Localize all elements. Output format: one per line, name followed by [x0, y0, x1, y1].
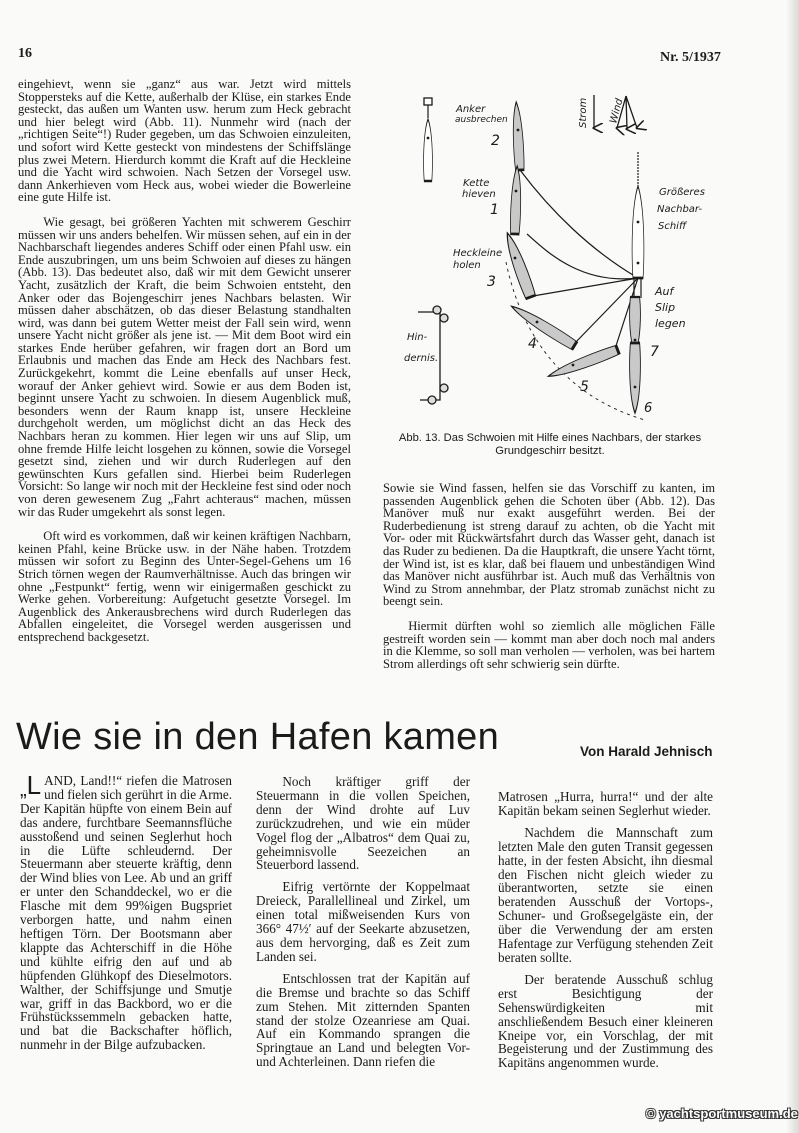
rope [527, 234, 638, 279]
label-groesseres: Größeres [659, 187, 705, 198]
boat-1 [510, 166, 522, 234]
anchor-icon [424, 98, 432, 105]
label-slip: Slip [655, 301, 676, 314]
paragraph: Entschlossen trat der Kapitän auf die Bremse und brachte so das Schiff zum Stehen. Mit zitternden Spanten stand der stolze Ozeanriese am Quai. Auf ein Kommando sprangen die Springtaue an Land und belegten Vor- und Achterleinen. Dann riefen die [256, 970, 470, 1070]
paragraph [20, 770, 233, 1053]
boat-4 [509, 302, 577, 350]
label-4: 4 [528, 336, 537, 352]
story-column-2 [256, 775, 470, 1077]
paragraph: Eifrig vertörnte der Koppelmaat Dreieck, Parallellineal und Zirkel, um einen total mißweisenden Kurs von 366° 47½′ auf der Seekarte abzusetzen, aus dem hervorging, daß es Zeit zum Landen sei. [256, 879, 470, 964]
rope [533, 278, 638, 296]
drop-quote: „ [20, 779, 27, 801]
article-title: Wie sie in den Hafen kamen [16, 716, 500, 758]
label-2: 2 [491, 133, 500, 149]
label-1: 1 [490, 202, 499, 218]
paragraph: Der beratende Ausschuß schlug erst Besichtigung der Sehenswürdigkeiten mit anschließendem Besuch einer kleineren Kneipe vor, ein Vorschlag, der mit Begeisterung und der Zustimmung des Kapitäns angenommen wurde. [498, 971, 713, 1071]
boat-6 [630, 343, 641, 413]
label-7: 7 [650, 344, 659, 360]
figure-caption: Abb. 13. Das Schwoien mit Hilfe eines Nachbars, der starkes Grundgeschirr besitzt. [398, 432, 702, 457]
paragraph: Noch kräftiger griff der Steuermann in die vollen Speichen, denn der Wind drohte auf Luv zurückzudrehen, und wie ein müder Vogel flog der „Albatros“ dem Quai zu, geheimnisvolle Seezeichen an Steuerbord lassend. [256, 774, 470, 873]
article-right-column [383, 482, 715, 682]
label-holen: holen [453, 260, 481, 271]
drop-cap [20, 770, 42, 801]
issue-number: Nr. 5/1937 [660, 50, 721, 65]
label-nachbar: Nachbar- [657, 204, 703, 215]
boat-5 [547, 345, 620, 382]
label-strom: Strom [578, 97, 589, 128]
paragraph: Nachdem die Mannschaft zum letzten Male den guten Transit gegessen hatte, in der festen Absicht, ihn diesmal den Fischen nicht gleich wieder zu überantworten, setzte sie einen beratenden Ausschuß der Vortops-, Schuner- und Großsegelgäste ein, der über die Verwendung der am ersten Hafentage zur Verfügung stehenden Zeit beraten sollte. [498, 824, 713, 965]
rope [520, 170, 638, 278]
story-column-1 [20, 770, 233, 1060]
label-auf: Auf [655, 285, 674, 298]
label-3: 3 [487, 274, 496, 290]
label-hin: Hin- [407, 332, 428, 343]
paragraph: eingehievt, wenn sie „ganz“ aus war. Jetzt wird mittels Stoppersteks auf die Kette, außerhalb der Klüse, ein starkes Ende gesteckt, das außen um Wanten usw. herum zum Heck gebracht und hier belegt wird (Abb. 11). Nunmehr wird (nach der „richtigen Seite“!) Ruder gegeben, um das Schwoien einzuleiten, und sofort wird Kette gesteckt von mindestens der Schiffslänge plus zwei Metern. Hierdurch kommt die Kraft auf die Heckleine und die Yacht wird schwoien. Nach Setzen der Vorsegel usw. dann Ankerhieven vom Heck aus, wobei wieder die Bowerleine eine gute Hilfe ist. [18, 77, 351, 205]
label-dernis: dernis. [404, 353, 439, 364]
story-column-3 [498, 790, 713, 1078]
label-ausbrechen: ausbrechen [455, 115, 508, 125]
label-6: 6 [644, 401, 653, 416]
paragraph: Oft wird es vorkommen, daß wir keinen kräftigen Nachbarn, keinen Pfahl, keine Brücke usw. in der Nähe haben. Trotzdem müssen wir sofort zu Beginn des Unter-Segel-Gehens um 16 Strich törnen wegen der Raumverhältnisse. Auch das bringen wir ohne „Festpunkt“ fertig, wenn wir einigermaßen geschickt zu Werke gehen. Vorbereitung: Aufgetucht gesetzte Vorsegel. Im Augenblick des Ankerausbrechens wird durch Ruderlegen das Abfallen eingeleitet, die Vorsegel werden ausgerissen und entsprechend backgesetzt. [18, 529, 351, 644]
label-hieven: hieven [462, 189, 496, 200]
boat-2 [511, 102, 524, 170]
boat-3 [502, 231, 536, 299]
article-byline: Von Harald Jehnisch [580, 744, 713, 759]
boat-start [424, 119, 433, 181]
paragraph: Hiermit dürften wohl so ziemlich alle möglichen Fälle gestreift worden sein — kommt man aber doch noch mal anders in die Klemme, so soll man verholen — verholen, was bei hartem Strom allerdings oft sehr schwierig sein dürfte. [383, 618, 715, 671]
paragraph: Sowie sie Wind fassen, helfen sie das Vorschiff zu kanten, im passenden Augenblick gehen die Schoten über (Abb. 12). Das Manöver muß nur exakt ausgeführt werden. Bei der Ruderbedienung ist streng darauf zu achten, ob die Yacht mit Vor- oder mit Rückwärtsfahrt durch das Wasser geht, danach ist das Ruder zu bedienen. Da die Hauptkraft, die unsere Yacht törnt, der Wind ist, ist es klar, daß bei flauem und unbeständigen Wind das Manöver nicht ausführbar ist. Auch muß das Verhältnis von Wind zu Strom annehmbar, der Platz stromab zunächst nicht zu beengt sein. [383, 481, 715, 609]
label-kette: Kette [463, 178, 490, 189]
page-edge-shadow [786, 0, 799, 1133]
drop-letter: L [26, 770, 42, 800]
page-number: 16 [18, 46, 32, 61]
label-5: 5 [580, 379, 589, 395]
paragraph-text: AND, Land!!“ riefen die Matrosen und fielen sich gerührt in die Arme. Der Kapitän hüpfte von einem Bein auf das andere, furchtbare Seemannsflüche ausstoßend und seinen Seglerhut hoch in die Lüfte schleudernd. Der Steuermann aber steuerte kräftig, denn der Wind blies von Lee. Ab und an griff er unter den Schanddeckel, wo er die Flasche mit dem 99%igen Bugspriet verborgen hatte, und nahm einen heftigen Törn. Der Bootsmann aber klappte das Achterschiff in die Höhe und kühlte eifrig den auf und ab hüpfenden Glühkopf des Dieselmotors. Walther, der Schiffsjunge und Smutje war, griff in das Backbord, wo er die Frühstückssemmeln gebacken hatte, und bat die Backschafter höflich, nunmehr in der Bilge aufzubacken. [20, 773, 233, 1053]
label-wind: Wind [608, 97, 626, 125]
label-schiff: Schiff [658, 221, 687, 232]
label-legen: legen [655, 317, 686, 330]
label-heckleine: Heckleine [453, 248, 503, 259]
paragraph: Wie gesagt, bei größeren Yachten mit schwerem Geschirr müssen wir uns anders behelfen. Wir müssen sehen, auf ein in der Nachbarschaft liegendes anderes Schiff oder einen Pfahl usw. ein Ende auszubringen, um uns beim Schwoien auf dieses zu hängen (Abb. 13). Das bedeutet also, daß wir mit dem Gewicht unserer Yacht, zusätzlich der Kraft, die beim Schwoien entsteht, den Anker oder das Bojengeschirr jenes Nachbars belasten. Wir müssen daher abschätzen, ob das dieser Belastung standhalten wird, was dann bei gutem Wetter meist der Fall sein wird, wenn unsere Yacht nicht größer als jene ist. — Mit dem Boot wird ein starkes Ende herüber gefahren, wir fragen dort an Bord um Erlaubnis und machen das Ende am Heck des Nachbars fest. Zurückgekehrt, kommt die Leine ebenfalls auf unser Heck, worauf der Anker gehievt wird. Sowie er aus dem Boden ist, beginnt unsere Yacht zu schwoien. In diesem Augenblick muß, besonders wenn der Raum knapp ist, unsere Heckleine durchgeholt werden, um möglichst dicht an das Heck des Nachbars heran zu kommen. Hier legen wir uns auf Slip, um ohne fremde Hilfe leicht losgehen zu können, sowie die Vorsegel gesetzt sind, ziehen und wir durch Ruderlegen auf den gewünschten Kurs gefallen sind. Hierbei beim Ruderlegen Vorsicht: So lange wir noch mit der Heckleine fest sind oder noch von deren gewesenem Zug „Fahrt achteraus“ machen, müssen wir das Ruder umgekehrt als sonst legen. [18, 214, 351, 519]
label-anker: Anker [456, 104, 486, 115]
figure-schwoien-diagram [0, 0, 799, 440]
paragraph: Matrosen „Hurra, hurra!“ und der alte Kapitän bekam seinen Seglerhut wieder. [498, 789, 713, 818]
watermark: © yachtsportmuseum.de [646, 1106, 798, 1121]
